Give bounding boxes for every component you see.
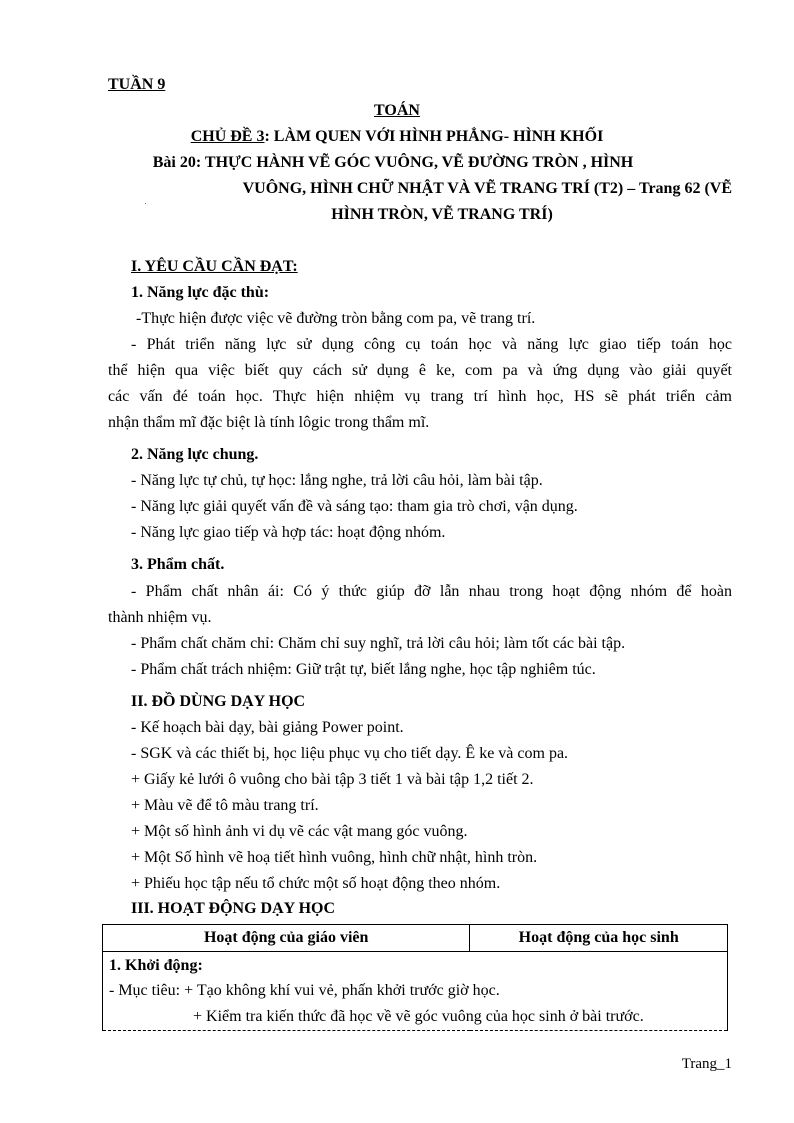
section1-sub2-item: - Năng lực giải quyết vấn đề và sáng tạo: tham gia trò chơi, vận dụng. — [131, 498, 578, 515]
section2-item: + Một Số hình vẽ hoạ tiết hình vuông, hình chữ nhật, hình tròn. — [131, 849, 538, 866]
section1-sub3-item1-l1: - Phẩm chất nhân ái: Có ý thức giúp đỡ lẫn nhau trong hoạt động nhóm để hoàn — [131, 583, 732, 600]
section1-sub3-item1-l2: thành nhiệm vụ. — [108, 609, 212, 626]
section1-heading: I. YÊU CẦU CẦN ĐẠT: — [131, 258, 298, 275]
section1-sub2-heading: 2. Năng lực chung. — [131, 446, 259, 463]
lesson-title-line1: Bài 20: THỰC HÀNH VẼ GÓC VUÔNG, VẼ ĐƯỜNG TRÒN , HÌNH — [152, 154, 634, 171]
section1-sub1-para-l1: - Phát triển năng lực sử dụng công cụ toán học và năng lực giao tiếp toán học — [131, 336, 732, 353]
section2-item: - SGK và các thiết bị, học liệu phục vụ cho tiết dạy. Ê ke và com pa. — [131, 745, 569, 762]
section1-sub1-para-l4: nhận thẩm mĩ đặc biệt là tính lôgic trong thẩm mĩ. — [108, 414, 430, 431]
section1-sub1-heading: 1. Năng lực đặc thù: — [131, 284, 270, 301]
topic-rest: : LÀM QUEN VỚI HÌNH PHẲNG- HÌNH KHỐI — [264, 128, 604, 145]
subject-title: TOÁN — [374, 102, 420, 119]
section1-sub3-item2: - Phẩm chất chăm chỉ: Chăm chỉ suy nghĩ, trả lời câu hỏi; làm tốt các bài tập. — [131, 635, 626, 652]
section2-item: + Màu vẽ để tô màu trang trí. — [131, 797, 319, 814]
section2-item: + Phiếu học tập nếu tổ chức một số hoạt động theo nhóm. — [131, 875, 501, 892]
col-header-student: Hoạt động của học sinh — [470, 925, 728, 952]
section1-sub2-item: - Năng lực tự chủ, tự học: lắng nghe, trả lời câu hỏi, làm bài tập. — [131, 472, 543, 489]
table-row — [103, 952, 728, 1031]
topic-title — [0, 128, 794, 146]
stray-dot — [145, 203, 146, 204]
section1-sub1-para-l2: thể hiện qua việc biết quy cách sử dụng ê ke, com pa và ứng dụng vào giải quyết — [108, 362, 732, 379]
lesson-title-line2: VUÔNG, HÌNH CHỮ NHẬT VÀ VẼ TRANG TRÍ (T2) – Trang 62 (VẼ — [242, 180, 732, 197]
section3-heading: III. HOẠT ĐỘNG DẠY HỌC — [131, 900, 336, 917]
warmup-goal-line2: + Kiểm tra kiến thức đã học về vẽ góc vuông của học sinh ở bài trước. — [193, 1008, 644, 1025]
warmup-goal-line1: - Mục tiêu: + Tạo không khí vui vẻ, phấn khởi trước giờ học. — [109, 982, 500, 999]
week-label: TUẦN 9 — [108, 76, 166, 93]
section1-sub3-heading: 3. Phẩm chất. — [131, 556, 225, 573]
section2-item: - Kế hoạch bài dạy, bài giảng Power point. — [131, 719, 404, 736]
section2-heading: II. ĐỒ DÙNG DẠY HỌC — [131, 693, 306, 710]
topic-prefix: CHỦ ĐỀ 3 — [190, 128, 265, 145]
warmup-heading: 1. Khởi động: — [109, 957, 203, 974]
section1-sub1-para-l3: các vấn đé toán học. Thực hiện nhiệm vụ trang trí hình học, HS sẽ phát triển cảm — [108, 388, 732, 405]
col-header-teacher: Hoạt động của giáo viên — [103, 925, 470, 952]
warmup-cell — [103, 952, 728, 1031]
section2-item: + Một số hình ảnh vi dụ vẽ các vật mang góc vuông. — [131, 823, 468, 840]
section1-sub1-line1: -Thực hiện được việc vẽ đường tròn bằng com pa, vẽ trang trí. — [136, 310, 536, 327]
lesson-title-line3: HÌNH TRÒN, VẼ TRANG TRÍ) — [331, 206, 553, 223]
table-header-row — [103, 925, 728, 952]
page-number: Trang_1 — [681, 1056, 732, 1072]
section2-item: + Giấy kẻ lưới ô vuông cho bài tập 3 tiết 1 và bài tập 1,2 tiết 2. — [131, 771, 534, 788]
section1-sub3-item3: - Phẩm chất trách nhiệm: Giữ trật tự, biết lắng nghe, học tập nghiêm túc. — [131, 661, 596, 678]
activity-table — [102, 924, 728, 1031]
section1-sub2-item: - Năng lực giao tiếp và hợp tác: hoạt động nhóm. — [131, 524, 446, 541]
